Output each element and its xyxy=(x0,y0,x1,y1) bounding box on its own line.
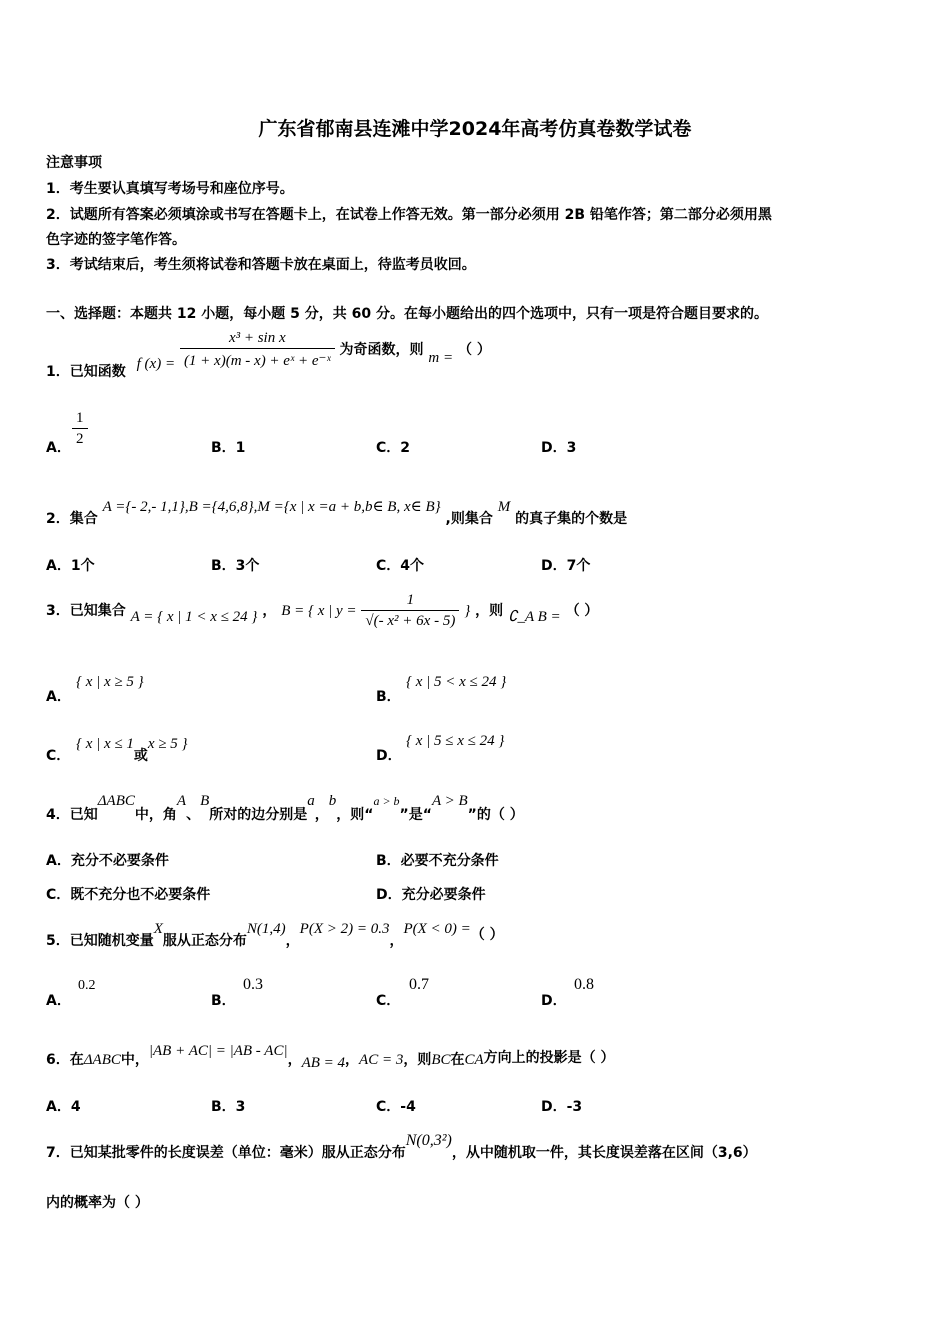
q3-denominator: √(- x² + 6x - 5) xyxy=(365,613,456,629)
q6-option-d: D．-3 xyxy=(541,1099,583,1115)
q2-sets: A ={- 2,- 1,1},B ={4,6,8},M ={x | x =a + b,b∈ B, x∈ B} xyxy=(102,499,441,515)
exam-title: 广东省郁南县连滩中学2024年高考仿真卷数学试卷 xyxy=(258,118,692,140)
q6-prefix: 6．在 xyxy=(46,1052,84,1068)
q1-option-a: A． xyxy=(46,440,71,456)
q6-option-a: A．4 xyxy=(46,1099,81,1115)
q7-prefix: 7．已知某批零件的长度误差（单位：毫米）服从正态分布 xyxy=(46,1145,406,1161)
question-1 xyxy=(46,330,491,380)
q3-then: ，则 xyxy=(475,603,504,619)
q4-triangle: ΔABC xyxy=(97,793,135,809)
q7-suffix: ，从中随机取一件，其长度误差落在区间（3,6） xyxy=(451,1145,757,1161)
q1-prefix: 1．已知函数 xyxy=(46,364,126,380)
q7-normal: N(0,3²) xyxy=(405,1132,452,1149)
q3-set-b-pre: B = { x | y = xyxy=(281,603,357,619)
q3-complement: ∁_A B = xyxy=(507,609,561,625)
notice-heading: 注意事项 xyxy=(46,155,102,171)
q1-denominator: (1 + x)(m - x) + eˣ + e⁻ˣ xyxy=(183,353,331,369)
q1-fx: f (x) = xyxy=(136,356,176,372)
question-5: 5．已知随机变量X服从正态分布N(1,4)，P(X > 2) = 0.3，P(X < 0) =（ ） xyxy=(46,921,504,949)
notice-item-2: 2．试题所有答案必须填涂或书写在答题卡上，在试卷上作答无效。第一部分必须用 2B 铅笔作答；第二部分必须用黑 xyxy=(46,207,772,223)
q3-paren: （ ） xyxy=(565,603,599,619)
q6-vector-eq: |AB + AC| = |AB - AC| xyxy=(148,1043,288,1059)
q5-option-b-value: 0.3 xyxy=(243,976,263,993)
question-6: 6．在ΔABC中，|AB + AC| = |AB - AC|，AB = 4，AC = 3，则BC在CA方向上的投影是（ ） xyxy=(46,1043,615,1071)
q3-option-c-value: { x | x ≤ 1或x ≥ 5 } xyxy=(76,736,188,764)
q5-option-a-value: 0.2 xyxy=(78,978,96,993)
q5-option-c: C． xyxy=(376,993,401,1009)
q3-set-b-post: } xyxy=(464,603,471,619)
q4-option-d: D．充分必要条件 xyxy=(376,887,486,903)
q3-option-b: B． xyxy=(376,689,401,705)
q2-mid: ,则集合 xyxy=(445,511,493,527)
notice-item-2-cont: 色字迹的签字笔作答。 xyxy=(46,232,186,248)
q1-fraction xyxy=(180,330,335,370)
q2-option-a: A．1个 xyxy=(46,558,95,574)
question-4: 4．已知ΔABC中，角A、B所对的边分别是a，b，则“a > b”是“A > B”的（ ） xyxy=(46,793,524,823)
q3-prefix: 3．已知集合 xyxy=(46,603,126,619)
q1-option-a-value: $\frac{1}{2}$ xyxy=(72,410,88,448)
q3-option-d: D． xyxy=(376,748,402,764)
q1-option-b: B．1 xyxy=(211,440,246,456)
q3-comma: ， xyxy=(262,603,277,619)
q3-option-b-value: { x | 5 < x ≤ 24 } xyxy=(406,674,507,690)
q6-option-b: B．3 xyxy=(211,1099,246,1115)
q3-fraction xyxy=(361,592,459,630)
question-7 xyxy=(46,1130,757,1161)
q1-numerator: x³ + sin x xyxy=(180,330,335,349)
q2-option-d: D．7个 xyxy=(541,558,591,574)
q5-option-d: D． xyxy=(541,993,567,1009)
q5-option-c-value: 0.7 xyxy=(409,976,429,993)
q5-option-a: A． xyxy=(46,993,71,1009)
q4-option-a: A．充分不必要条件 xyxy=(46,853,169,869)
question-3 xyxy=(46,592,598,630)
q3-numerator: 1 xyxy=(361,592,459,611)
q2-prefix: 2．集合 xyxy=(46,511,98,527)
q4-option-c: C．既不充分也不必要条件 xyxy=(46,887,211,903)
q3-option-a: A． xyxy=(46,689,71,705)
q3-option-c: C． xyxy=(46,748,71,764)
q3-option-a-value: { x | x ≥ 5 } xyxy=(76,674,144,690)
q2-option-b: B．3个 xyxy=(211,558,260,574)
q1-paren: （ ） xyxy=(457,342,491,358)
q2-option-c: C．4个 xyxy=(376,558,425,574)
q2-suffix: 的真子集的个数是 xyxy=(515,511,628,527)
q1-option-c: C．2 xyxy=(376,440,411,456)
question-7-cont: 内的概率为（ ） xyxy=(46,1195,149,1211)
q1-mid: 为奇函数，则 xyxy=(339,342,424,358)
notice-item-3: 3．考试结束后，考生须将试卷和答题卡放在桌面上，待监考员收回。 xyxy=(46,257,476,273)
section-heading: 一、选择题：本题共 12 小题，每小题 5 分，共 60 分。在每小题给出的四个选项中，只有一项是符合题目要求的。 xyxy=(46,306,768,322)
q4-prefix: 4．已知 xyxy=(46,807,98,823)
question-2 xyxy=(46,496,628,527)
q3-option-d-value: { x | 5 ≤ x ≤ 24 } xyxy=(406,733,505,749)
q5-option-d-value: 0.8 xyxy=(574,976,594,993)
q1-option-d: D．3 xyxy=(541,440,577,456)
q5-prefix: 5．已知随机变量 xyxy=(46,933,154,949)
q4-option-b: B．必要不充分条件 xyxy=(376,853,499,869)
q6-option-c: C．-4 xyxy=(376,1099,416,1115)
q5-option-b: B． xyxy=(211,993,236,1009)
q3-set-a: A = { x | 1 < x ≤ 24 } xyxy=(130,609,258,625)
notice-item-1: 1．考生要认真填写考场号和座位序号。 xyxy=(46,181,294,197)
q1-m: m = xyxy=(428,350,454,366)
q2-m: M xyxy=(497,499,511,515)
